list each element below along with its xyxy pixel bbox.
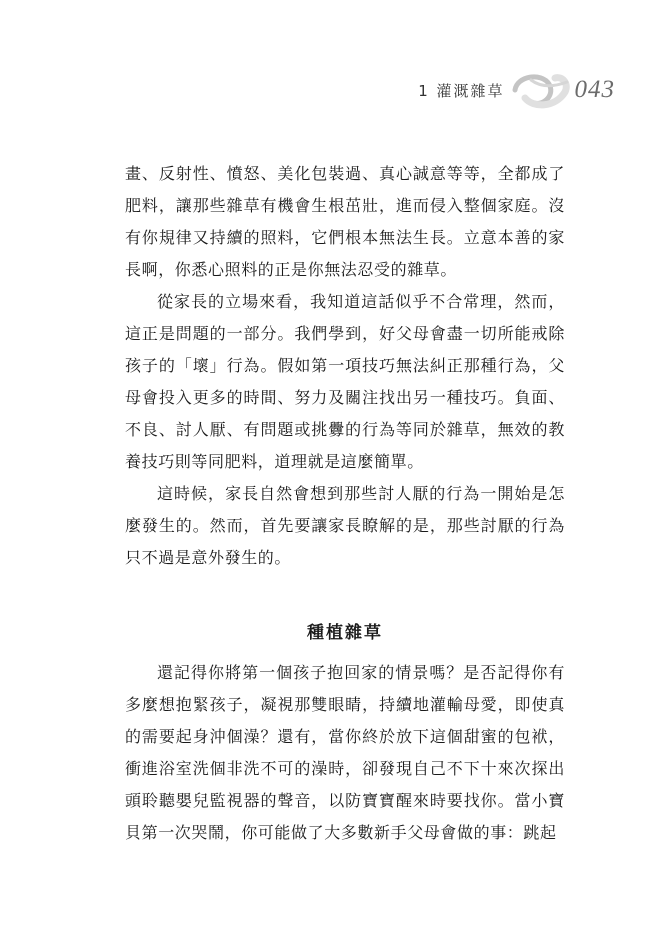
paragraph: 這時候，家長自然會想到那些討人厭的行為一開始是怎麼發生的。然而，首先要讓家長瞭解的是，那些討厭的行為只不過是意外發生的。 xyxy=(125,484,565,567)
body-text-section-1 xyxy=(125,158,565,574)
paragraph: 從家長的立場來看，我知道這話似乎不合常理，然而，這正是問題的一部分。我們學到，好父母會盡一切所能戒除孩子的「壞」行為。假如第一項技巧無法糾正那種行為，父母會投入更多的時間、努力及關注找出另一種技巧。負面、不良、討人厭、有問題或挑釁的行為等同於雜草，無效的教養技巧則等同肥料，道理就是這麼簡單。 xyxy=(125,292,565,471)
ribbon-ornament-icon xyxy=(511,70,573,110)
chapter-title: 1 灌溉雜草 xyxy=(418,81,505,100)
running-header xyxy=(418,70,615,110)
section-heading: 種植雜草 xyxy=(307,623,383,643)
page-number: 043 xyxy=(574,76,615,103)
body-text-section-2 xyxy=(125,657,565,849)
paragraph: 畫、反射性、憤怒、美化包裝過、真心誠意等等，全都成了肥料，讓那些雜草有機會生根茁壯，進而侵入整個家庭。沒有你規律又持續的照料，它們根本無法生長。立意本善的家長啊，你悉心照料的正是你無法忍受的雜草。 xyxy=(125,164,565,279)
paragraph: 還記得你將第一個孩子抱回家的情景嗎？是否記得你有多麼想抱緊孩子，凝視那雙眼睛，持續地灌輸母愛，即使真的需要起身沖個澡？還有，當你終於放下這個甜蜜的包袱，衝進浴室洗個非洗不可的澡時，卻發現自己不下十來次探出頭聆聽嬰兒監視器的聲音，以防寶寶醒來時要找你。當小寶貝第一次哭鬧，你可能做了大多數新手父母會做的事：跳起 xyxy=(125,663,565,842)
